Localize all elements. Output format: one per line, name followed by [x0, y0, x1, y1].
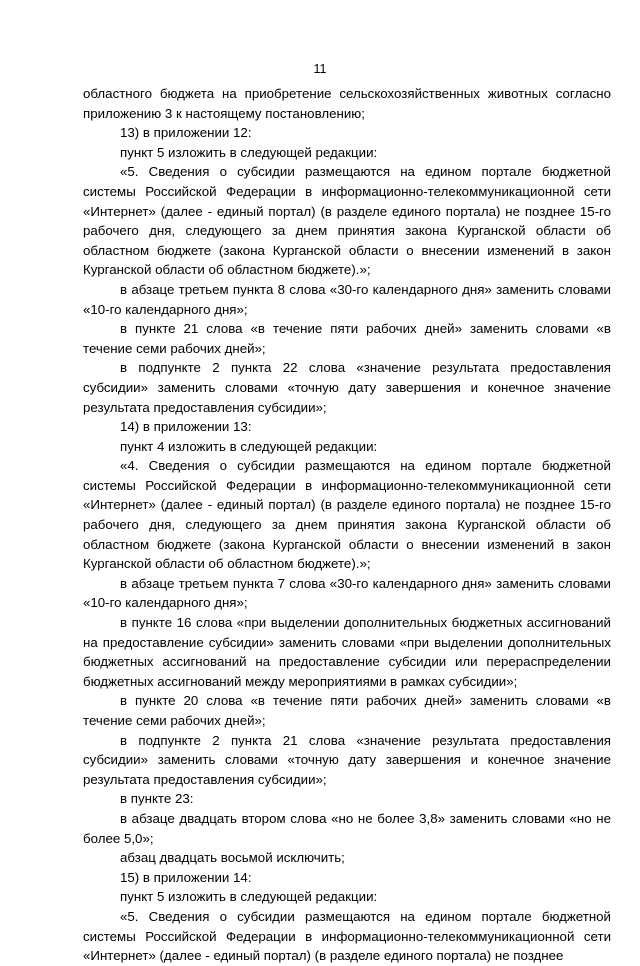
paragraph: в пункте 16 слова «при выделении дополнительных бюджетных ассигнований на предоставление субсидии» заменить словами «при выделении дополнительных бюджетных ассигнований на предоставление субсидии или перераспределении бюджетных ассигнований между мероприятиями в рамках субсидии»; — [83, 615, 611, 689]
paragraph: в абзаце третьем пункта 8 слова «30-го календарного дня» заменить словами «10-го календарного дня»; — [83, 281, 611, 317]
page-number: 11 — [313, 62, 327, 76]
paragraph: в абзаце третьем пункта 7 слова «30-го календарного дня» заменить словами «10-го календарного дня»; — [83, 575, 611, 611]
paragraph: в пункте 21 слова «в течение пяти рабочих дней» заменить словами «в течение семи рабочих дней»; — [83, 321, 611, 356]
paragraph: в пункте 20 слова «в течение пяти рабочих дней» заменить словами «в течение семи рабочих дней»; — [83, 693, 611, 728]
paragraph: «5. Сведения о субсидии размещаются на едином портале бюджетной системы Российской Федерации в информационно-телекоммуникационной сети «Интернет» (далее - единый портал) (в разделе единого портала) не позднее 15-го рабочего дня, следующего за днем принятия закона Курганской области об областном бюджете (закона Курганской области о внесении изменений в закон Курганской области об областном бюджете).»; — [83, 164, 611, 278]
paragraph: «4. Сведения о субсидии размещаются на едином портале бюджетной системы Российской Федерации в информационно-телекоммуникационной сети «Интернет» (далее - единый портал) (в разделе единого портала) не позднее 15-го рабочего дня, следующего за днем принятия закона Курганской области об областном бюджете (закона Курганской области о внесении изменений в закон Курганской области об областном бюджете).»; — [83, 458, 611, 572]
paragraph: в абзаце двадцать втором слова «но не более 3,8» заменить словами «но не более 5,0»; — [83, 810, 611, 846]
paragraph: областного бюджета на приобретение сельскохозяйственных животных согласно приложению 3 к настоящему постановлению; — [83, 86, 611, 121]
paragraph: в подпункте 2 пункта 21 слова «значение результата предоставления субсидии» заменить словами «точную дату завершения и конечное значение результата предоставления субсидии»; — [83, 732, 611, 787]
paragraph: 15) в приложении 14: — [120, 869, 252, 885]
paragraph: в подпункте 2 пункта 22 слова «значение результата предоставления субсидии» заменить словами «точную дату завершения и конечное значение результата предоставления субсидии»; — [83, 360, 611, 415]
paragraph: пункт 5 изложить в следующей редакции: — [120, 144, 378, 160]
paragraph: абзац двадцать восьмой исключить; — [120, 850, 345, 866]
paragraph: 14) в приложении 13: — [120, 419, 252, 435]
paragraph: пункт 4 изложить в следующей редакции: — [120, 438, 378, 454]
document-body — [83, 84, 611, 966]
paragraph: в пункте 23: — [120, 791, 194, 807]
paragraph: «5. Сведения о субсидии размещаются на едином портале бюджетной системы Российской Федерации в информационно-телекоммуникационной сети «Интернет» (далее - единый портал) (в разделе единого портала) не позднее — [83, 908, 611, 964]
paragraph: пункт 5 изложить в следующей редакции: — [120, 889, 378, 905]
paragraph: 13) в приложении 12: — [120, 125, 252, 141]
